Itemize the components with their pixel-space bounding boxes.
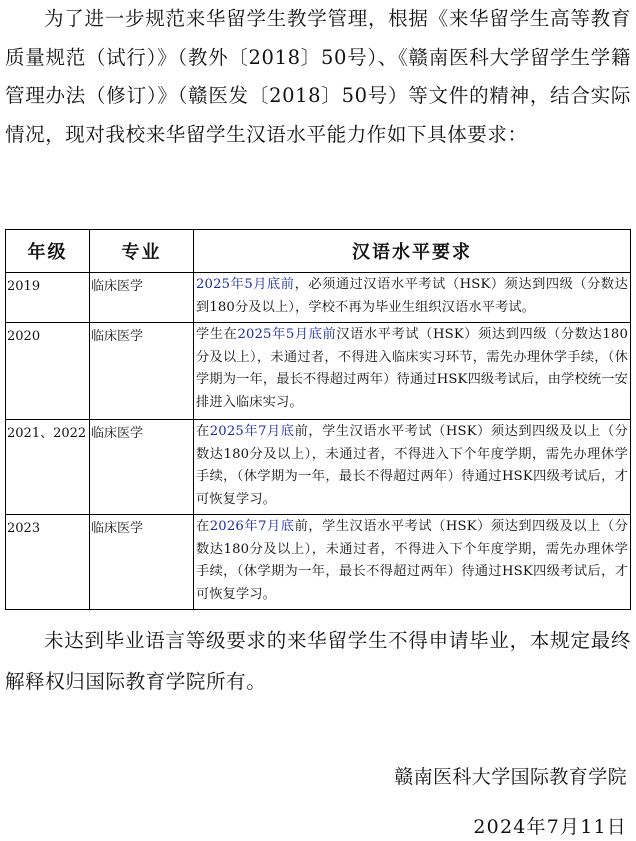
header-major: 专业 [90, 230, 194, 273]
table-header-row [6, 230, 631, 273]
deadline-highlight: 2025年7月底 [209, 424, 295, 439]
header-requirement: 汉语水平要求 [194, 230, 631, 273]
row-major: 临床医学 [90, 420, 194, 515]
row-requirement [194, 273, 631, 323]
closing-paragraph: 未达到毕业语言等级要求的来华留学生不得申请毕业，本规定最终解释权归国际教育学院所有。 [5, 629, 631, 693]
requirement-prefix: 学生在 [196, 327, 238, 342]
requirement-prefix: 在 [196, 424, 210, 439]
table-row [6, 515, 631, 610]
deadline-highlight: 2025年5月底前 [196, 277, 295, 292]
deadline-highlight: 2026年7月底 [209, 519, 295, 534]
requirement-prefix: 在 [196, 519, 210, 534]
row-year: 2021、2022 [6, 420, 90, 515]
row-requirement [194, 515, 631, 610]
intro-paragraph: 为了进一步规范来华留学生教学管理，根据《来华留学生高等教育质量规范（试行）》（教外〔2018〕50号）、《赣南医科大学留学生学籍管理办法（修订）》（赣医发〔2018〕50号）等文件的精神，结合实际情况，现对我校来华留学生汉语水平能力作如下具体要求： [5, 7, 631, 146]
deadline-highlight: 2025年5月底前 [237, 327, 337, 342]
row-requirement [194, 420, 631, 515]
signature-organization: 赣南医科大学国际教育学院 [394, 766, 627, 788]
row-year: 2020 [6, 323, 90, 420]
requirements-table [5, 229, 631, 610]
header-year: 年级 [6, 230, 90, 273]
row-major: 临床医学 [90, 515, 194, 610]
requirement-text: 汉语水平考试（HSK）须达到四级（分数达180分及以上），未通过者，不得进入临床实习环节，需先办理休学手续，（休学期为一年，最长不得超过两年）待通过HSK四级考试后，由学校统一安排进入临床实习。 [196, 327, 629, 410]
signature-date: 2024年7月11日 [473, 816, 627, 838]
table-row [6, 323, 631, 420]
row-year: 2019 [6, 273, 90, 323]
requirement-text: ，必须通过汉语水平考试（HSK）须达到四级（分数达到180分及以上），学校不再为毕业生组织汉语水平考试。 [196, 277, 628, 315]
row-major: 临床医学 [90, 323, 194, 420]
requirement-text: 前，学生汉语水平考试（HSK）须达到四级及以上（分数达180分及以上），未通过者，不得进入下个年度学期，需先办理休学手续，（休学期为一年，最长不得超过两年）待通过HSK四级考试后，才可恢复学习。 [196, 424, 629, 507]
row-requirement [194, 323, 631, 420]
table-row [6, 420, 631, 515]
row-major: 临床医学 [90, 273, 194, 323]
table-row [6, 273, 631, 323]
requirement-text: 前，学生汉语水平考试（HSK）须达到四级及以上（分数达180分及以上），未通过者，不得进入下个年度学期，需先办理休学手续，（休学期为一年，最长不得超过两年）待通过HSK四级考试后，才可恢复学习。 [196, 519, 629, 602]
row-year: 2023 [6, 515, 90, 610]
